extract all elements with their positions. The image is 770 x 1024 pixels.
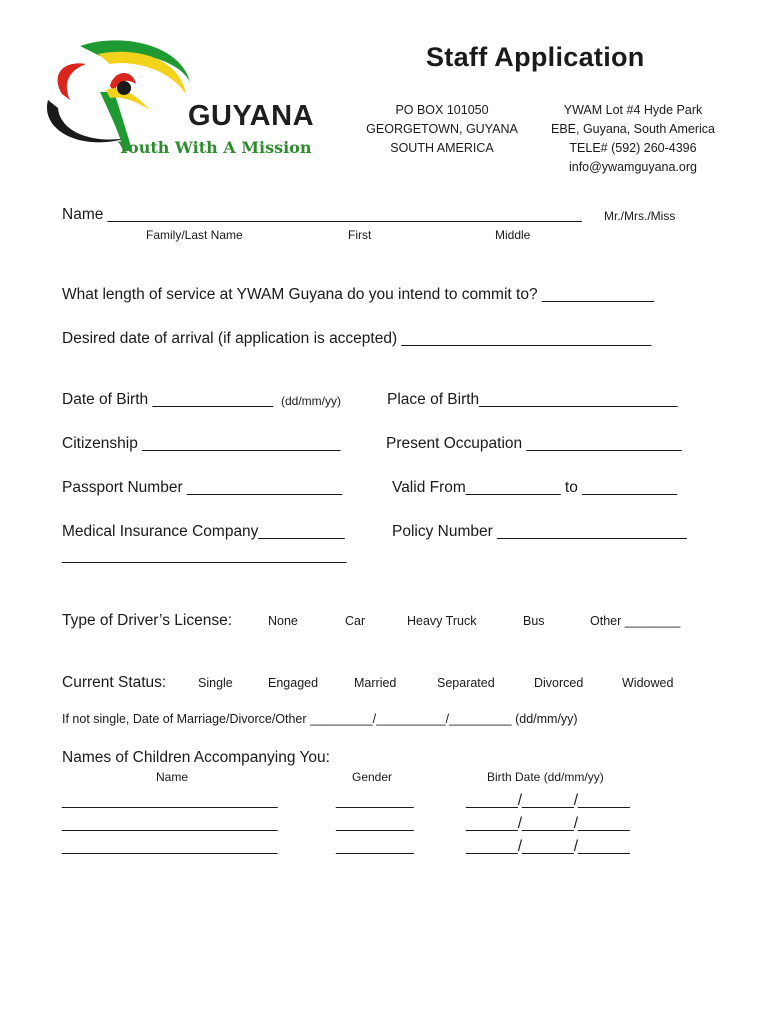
license-option-heavy-truck[interactable]: Heavy Truck xyxy=(407,614,477,628)
citizenship-field[interactable]: Citizenship _______________________ xyxy=(62,435,341,452)
date-of-birth-field[interactable]: Date of Birth ______________ xyxy=(62,391,274,408)
license-option-bus[interactable]: Bus xyxy=(523,614,545,628)
medical-insurance-line[interactable]: _________________________________ xyxy=(62,547,347,564)
status-label: Current Status: xyxy=(62,674,167,691)
phone-number: TELE# (592) 260-4396 xyxy=(569,141,697,155)
address-line: EBE, Guyana, South America xyxy=(551,122,715,136)
name-field[interactable]: Name _______________________________________________________ xyxy=(62,206,582,223)
child-birthdate-field[interactable]: ______/______/______ xyxy=(466,792,630,809)
place-of-birth-field[interactable]: Place of Birth_______________________ xyxy=(387,391,678,408)
child-birthdate-field[interactable]: ______/______/______ xyxy=(466,815,630,832)
ywam-guyana-logo xyxy=(40,34,345,159)
children-heading: Names of Children Accompanying You: xyxy=(62,749,330,766)
status-option-separated[interactable]: Separated xyxy=(437,676,495,690)
logo-wordmark: GUYANA xyxy=(188,100,315,132)
children-birthdate-header: Birth Date (dd/mm/yy) xyxy=(487,770,604,784)
child-name-field[interactable]: _________________________ xyxy=(62,838,278,855)
license-option-other[interactable]: Other ________ xyxy=(590,614,681,628)
passport-number-field[interactable]: Passport Number __________________ xyxy=(62,479,343,496)
marriage-date-field[interactable]: If not single, Date of Marriage/Divorce/Other _________/__________/_________ (dd/mm/yy) xyxy=(62,712,578,726)
address-line: SOUTH AMERICA xyxy=(390,141,494,155)
license-option-car[interactable]: Car xyxy=(345,614,366,628)
arrival-date-field[interactable]: Desired date of arrival (if application is accepted) _____________________________ xyxy=(62,330,652,347)
first-name-caption: First xyxy=(348,228,372,242)
physical-address xyxy=(540,101,726,177)
logo-tagline: Youth With A Mission xyxy=(118,138,312,157)
license-label: Type of Driver’s License: xyxy=(62,612,233,629)
child-name-field[interactable]: _________________________ xyxy=(62,815,278,832)
policy-number-field[interactable]: Policy Number ______________________ xyxy=(392,523,687,540)
family-name-caption: Family/Last Name xyxy=(146,228,243,242)
middle-name-caption: Middle xyxy=(495,228,531,242)
child-gender-field[interactable]: _________ xyxy=(336,792,414,809)
address-line: GEORGETOWN, GUYANA xyxy=(366,122,518,136)
address-line: YWAM Lot #4 Hyde Park xyxy=(563,103,703,117)
status-option-single[interactable]: Single xyxy=(198,676,233,690)
title-options: Mr./Mrs./Miss xyxy=(604,209,676,223)
children-gender-header: Gender xyxy=(352,770,393,784)
occupation-field[interactable]: Present Occupation __________________ xyxy=(386,435,682,452)
date-format-hint: (dd/mm/yy) xyxy=(281,394,341,408)
child-name-field[interactable]: _________________________ xyxy=(62,792,278,809)
service-length-field[interactable]: What length of service at YWAM Guyana do you intend to commit to? _____________ xyxy=(62,286,654,303)
page-title: Staff Application xyxy=(426,42,645,72)
license-option-none[interactable]: None xyxy=(268,614,298,628)
status-option-widowed[interactable]: Widowed xyxy=(622,676,674,690)
address-line: PO BOX 101050 xyxy=(395,103,489,117)
child-gender-field[interactable]: _________ xyxy=(336,815,414,832)
child-gender-field[interactable]: _________ xyxy=(336,838,414,855)
status-option-engaged[interactable]: Engaged xyxy=(268,676,319,690)
status-option-divorced[interactable]: Divorced xyxy=(534,676,584,690)
medical-insurance-field[interactable]: Medical Insurance Company__________ xyxy=(62,523,345,540)
status-option-married[interactable]: Married xyxy=(354,676,397,690)
email-address: info@ywamguyana.org xyxy=(568,160,698,174)
mailing-address xyxy=(356,101,528,158)
child-birthdate-field[interactable]: ______/______/______ xyxy=(466,838,630,855)
children-name-header: Name xyxy=(156,770,189,784)
passport-validity-field[interactable]: Valid From___________ to ___________ xyxy=(392,479,677,496)
